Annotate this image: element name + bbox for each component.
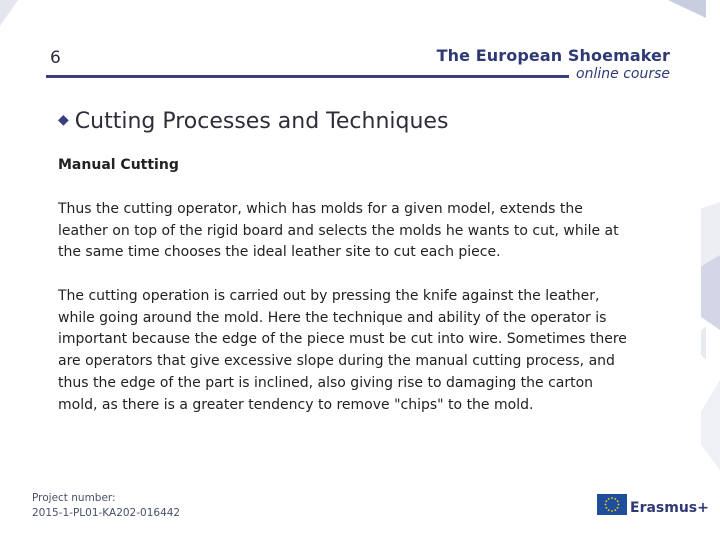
slide-heading-text: Cutting Processes and Techniques bbox=[74, 109, 449, 134]
slide-heading bbox=[58, 109, 448, 134]
erasmus-logo-text: Erasmus+ bbox=[630, 500, 709, 516]
eu-flag-icon bbox=[597, 494, 627, 515]
diamond-bullet-icon: ◆ bbox=[58, 112, 69, 128]
section-subheading: Manual Cutting bbox=[58, 157, 179, 173]
body-paragraph: The cutting operation is carried out by pressing the knife against the leather, while going around the mold. Here the technique and ability of the operator is important because the edge of the piece must be cut into wire. Sometimes there are operators that give excessive slope during the manual cutting process, and thus the edge of the part is inclined, also giving rise to damaging the carton mold, as there is a greater tendency to remove "chips" to the mold. bbox=[58, 288, 627, 413]
project-number-label: Project number: bbox=[32, 492, 116, 504]
corner-triangle-top-right bbox=[668, 0, 706, 18]
page-number: 6 bbox=[50, 48, 61, 68]
brand-title: The European Shoemaker bbox=[436, 46, 670, 65]
brand-subtitle: online course bbox=[576, 66, 670, 82]
header-divider bbox=[46, 75, 569, 78]
body-paragraph: Thus the cutting operator, which has molds for a given model, extends the leather on top of the rigid board and selects the molds he wants to cut, while at the same time chooses the ideal leather site to cut each piece. bbox=[58, 201, 619, 261]
project-number-value: 2015-1-PL01-KA202-016442 bbox=[32, 507, 181, 519]
corner-triangle-top-left bbox=[0, 0, 18, 26]
